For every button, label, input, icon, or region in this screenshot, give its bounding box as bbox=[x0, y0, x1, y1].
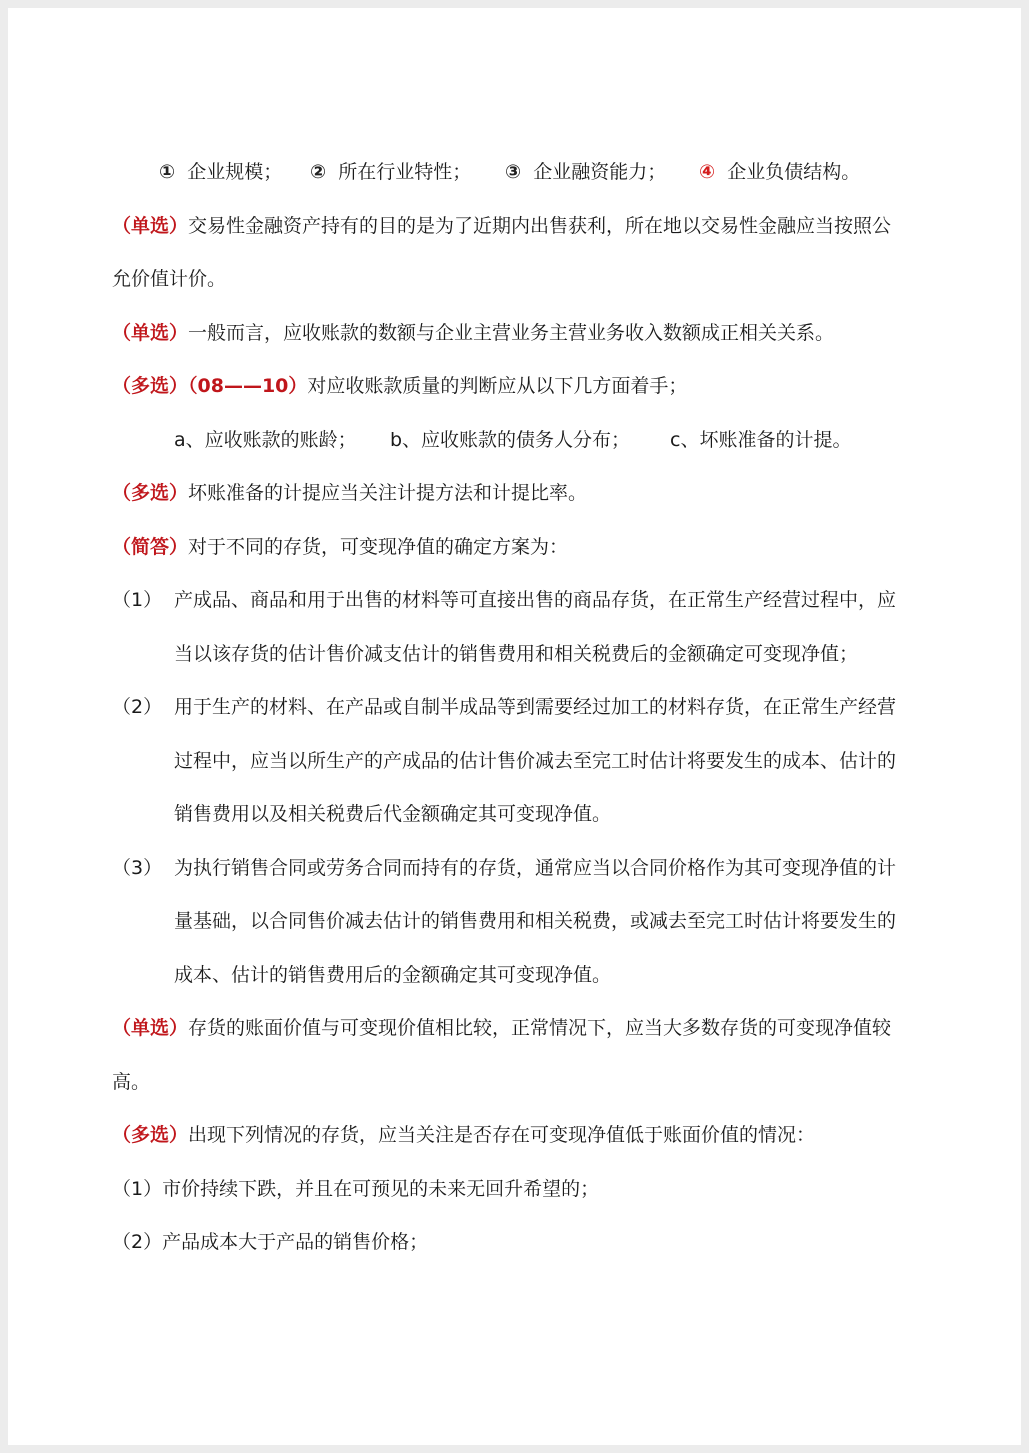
answer-text: 量基础，以合同售价减去估计的销售费用和相关税费，或减去至完工时估计将要发生的 bbox=[174, 910, 897, 932]
document-page bbox=[8, 8, 1021, 1445]
factor-item bbox=[159, 146, 282, 200]
condition-text: （2）产品成本大于产品的销售价格； bbox=[112, 1231, 429, 1253]
answer-number: （3） bbox=[112, 856, 163, 879]
question-multi-choice bbox=[112, 1109, 962, 1163]
factor-text: 企业规模； bbox=[187, 161, 283, 183]
factor-item bbox=[699, 146, 860, 200]
option-item: a、应收账款的账龄； bbox=[174, 428, 357, 451]
answer-continuation bbox=[112, 895, 962, 949]
question-text: 允价值计价。 bbox=[112, 268, 227, 290]
factor-marker: ④ bbox=[699, 161, 716, 183]
question-continuation bbox=[112, 1056, 962, 1110]
answer-text: 销售费用以及相关税费后代金额确定其可变现净值。 bbox=[174, 803, 612, 825]
answer-text: 为执行销售合同或劳务合同而持有的存货，通常应当以合同价格作为其可变现净值的计 bbox=[174, 856, 897, 879]
question-single-choice bbox=[112, 1002, 962, 1056]
answer-item bbox=[112, 574, 962, 628]
answer-item bbox=[112, 842, 962, 896]
question-multi-choice bbox=[112, 360, 962, 414]
question-type-tag: （单选） bbox=[112, 321, 189, 344]
answer-continuation bbox=[112, 788, 962, 842]
answer-text: 产成品、商品和用于出售的材料等可直接出售的商品存货，在正常生产经营过程中，应 bbox=[174, 589, 897, 611]
answer-continuation bbox=[112, 949, 962, 1003]
question-type-tag: （多选） bbox=[112, 1124, 189, 1146]
answer-item bbox=[112, 681, 962, 735]
factor-list bbox=[112, 146, 962, 200]
factor-text: 企业负债结构。 bbox=[727, 161, 861, 183]
question-text: 坏账准备的计提应当关注计提方法和计提比率。 bbox=[188, 482, 588, 504]
option-item: c、坏账准备的计提。 bbox=[670, 428, 852, 451]
factor-marker: ② bbox=[310, 161, 327, 183]
list-item bbox=[112, 1163, 962, 1217]
question-text: 出现下列情况的存货，应当关注是否存在可变现净值低于账面价值的情况： bbox=[188, 1124, 816, 1146]
question-multi-choice bbox=[112, 467, 962, 521]
question-text: 交易性金融资产持有的目的是为了近期内出售获利，所在地以交易性金融应当按照公 bbox=[188, 214, 892, 237]
answer-continuation bbox=[112, 628, 962, 682]
answer-text: 当以该存货的估计售价减支估计的销售费用和相关税费后的金额确定可变现净值； bbox=[174, 642, 859, 665]
question-type-tag: （单选） bbox=[112, 1017, 189, 1039]
answer-text: 用于生产的材料、在产品或自制半成品等到需要经过加工的材料存货，在正常生产经营 bbox=[174, 696, 897, 718]
question-single-choice bbox=[112, 200, 962, 254]
factor-marker: ③ bbox=[505, 161, 522, 183]
question-text: 一般而言，应收账款的数额与企业主营业务主营业务收入数额成正相关关系。 bbox=[188, 321, 835, 344]
question-single-choice bbox=[112, 307, 962, 361]
condition-text: （1）市价持续下跌，并且在可预见的未来无回升希望的； bbox=[112, 1177, 600, 1200]
question-type-tag: （多选）（08——10） bbox=[112, 375, 308, 397]
list-item bbox=[112, 1216, 962, 1270]
question-continuation bbox=[112, 253, 962, 307]
answer-text: 成本、估计的销售费用后的金额确定其可变现净值。 bbox=[174, 963, 612, 986]
question-text: 高。 bbox=[112, 1070, 151, 1093]
option-item: b、应收账款的债务人分布； bbox=[390, 428, 631, 451]
option-row bbox=[112, 414, 962, 468]
question-type-tag: （单选） bbox=[112, 214, 189, 237]
answer-number: （2） bbox=[112, 696, 163, 718]
question-text: 对于不同的存货，可变现净值的确定方案为： bbox=[188, 535, 569, 558]
question-text: 存货的账面价值与可变现价值相比较，正常情况下，应当大多数存货的可变现净值较 bbox=[188, 1017, 892, 1039]
factor-item bbox=[310, 146, 471, 200]
factor-text: 企业融资能力； bbox=[533, 161, 667, 183]
document-body bbox=[112, 146, 962, 1270]
question-type-tag: （多选） bbox=[112, 482, 189, 504]
question-type-tag: （简答） bbox=[112, 535, 189, 558]
question-text: 对应收账款质量的判断应从以下几方面着手； bbox=[307, 375, 688, 397]
answer-number: （1） bbox=[112, 589, 163, 611]
answer-continuation bbox=[112, 735, 962, 789]
answer-text: 过程中，应当以所生产的产成品的估计售价减去至完工时估计将要发生的成本、估计的 bbox=[174, 749, 897, 772]
factor-marker: ① bbox=[159, 161, 176, 183]
factor-item bbox=[505, 146, 666, 200]
factor-text: 所在行业特性； bbox=[338, 161, 472, 183]
question-short-answer bbox=[112, 521, 962, 575]
